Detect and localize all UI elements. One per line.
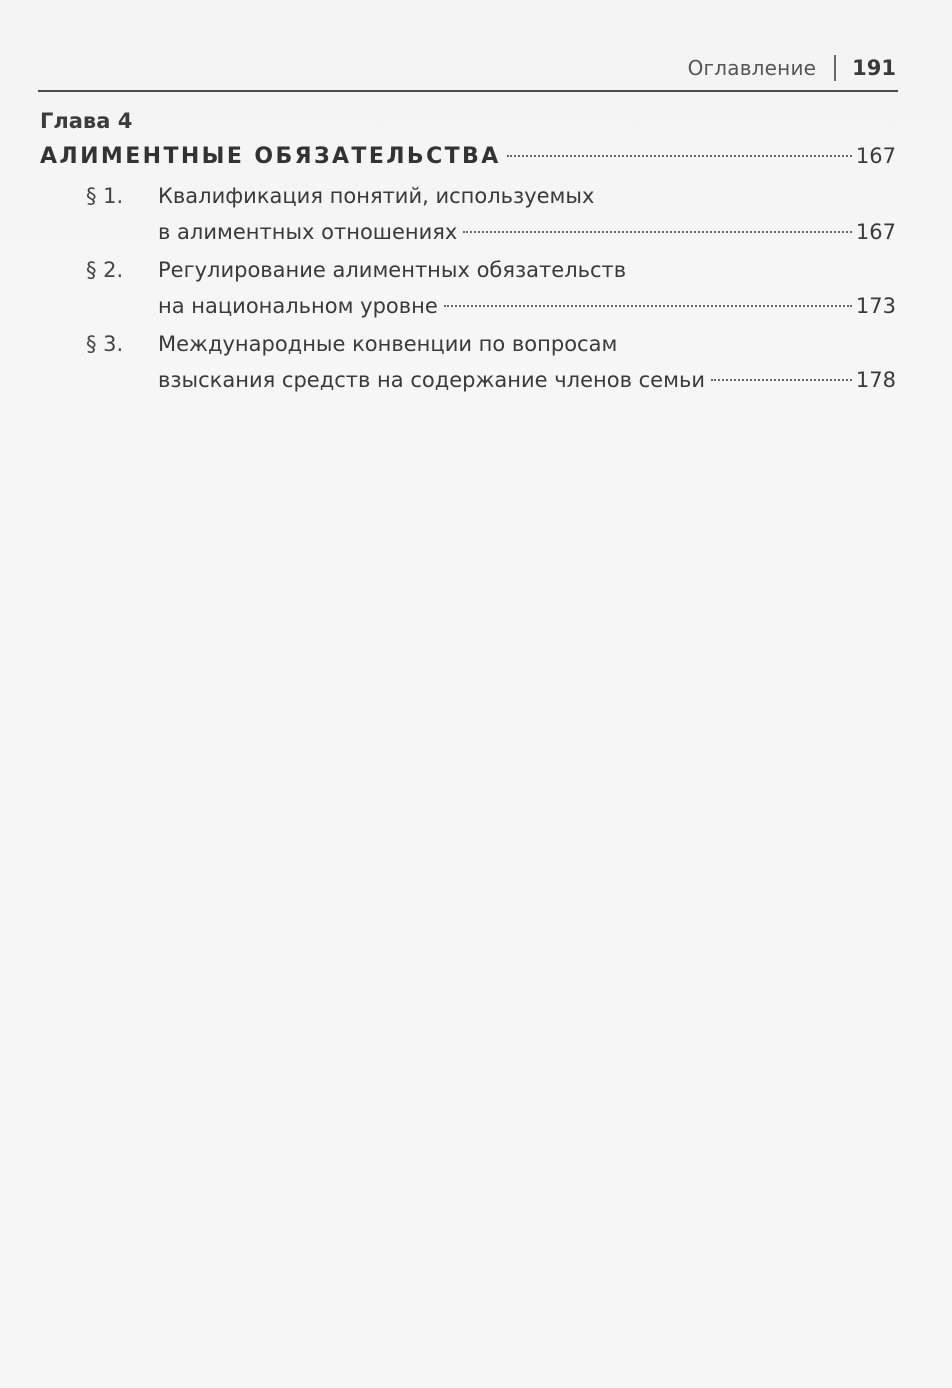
section-title-line1: Регулирование алиментных обязательств: [158, 258, 627, 282]
section-title-line2-row: [158, 214, 896, 250]
running-header: [688, 52, 896, 84]
section-title-line2: взыскания средств на содержание членов семьи: [158, 368, 705, 392]
section-title-line1: Квалификация понятий, используемых: [158, 184, 595, 208]
dot-leader: [711, 379, 852, 381]
chapter-page: 167: [855, 144, 896, 168]
table-of-contents: [40, 106, 896, 398]
section-title-line2: в алиментных отношениях: [158, 220, 458, 244]
toc-section: [40, 178, 896, 250]
toc-section: [40, 252, 896, 324]
dot-leader: [463, 231, 852, 233]
chapter-title: АЛИМЕНТНЫЕ ОБЯЗАТЕЛЬСТВА: [40, 144, 501, 169]
running-header-title: Оглавление: [687, 56, 817, 80]
section-title-line2: на национальном уровне: [158, 294, 438, 318]
running-header-separator: [834, 55, 836, 81]
chapter-label: Глава 4: [40, 109, 133, 133]
dot-leader: [507, 155, 852, 157]
toc-section: [40, 326, 896, 398]
section-number: § 3.: [86, 332, 124, 356]
section-number: § 2.: [86, 258, 124, 282]
header-rule: [38, 90, 898, 92]
section-page: 178: [855, 368, 896, 392]
section-title-line2-row: [158, 362, 896, 398]
chapter-entry: [40, 136, 896, 176]
section-page: 167: [855, 220, 896, 244]
section-number: § 1.: [86, 184, 124, 208]
section-title-line2-row: [158, 288, 896, 324]
dot-leader: [444, 305, 852, 307]
section-page: 173: [855, 294, 896, 318]
page-number: 191: [852, 56, 896, 80]
section-title-line1: Международные конвенции по вопросам: [158, 332, 618, 356]
